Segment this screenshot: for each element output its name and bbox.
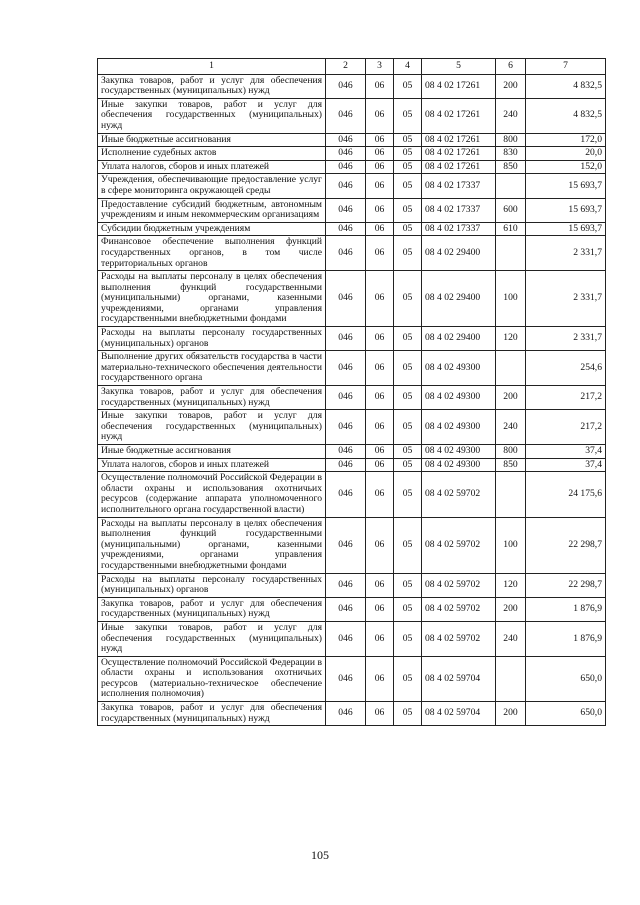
code-cell: 046	[326, 160, 366, 174]
amount-cell: 37,4	[526, 445, 606, 459]
description-cell: Предоставление субсидий бюджетным, автономным учреждениям и иным некоммерческим организациям	[98, 198, 326, 222]
description-cell: Финансовое обеспечение выполнения функций государственных органов, в том числе территориальных органов	[98, 236, 326, 271]
amount-cell: 1 876,9	[526, 621, 606, 656]
target-article-cell: 08 4 02 29400	[422, 236, 496, 271]
code-cell: 046	[326, 198, 366, 222]
subsection-cell: 05	[394, 222, 422, 236]
expense-type-cell: 240	[496, 410, 526, 445]
table-row	[98, 410, 606, 445]
description-cell: Иные бюджетные ассигнования	[98, 133, 326, 147]
section-cell: 06	[366, 271, 394, 327]
section-cell: 06	[366, 597, 394, 621]
expense-type-cell	[496, 174, 526, 198]
code-cell: 046	[326, 174, 366, 198]
amount-cell: 2 331,7	[526, 327, 606, 351]
section-cell: 06	[366, 621, 394, 656]
description-cell: Закупка товаров, работ и услуг для обеспечения государственных (муниципальных) нужд	[98, 74, 326, 98]
target-article-cell: 08 4 02 59702	[422, 573, 496, 597]
table-row	[98, 98, 606, 133]
header-cell: 5	[422, 59, 496, 75]
section-cell: 06	[366, 351, 394, 386]
section-cell: 06	[366, 236, 394, 271]
subsection-cell: 05	[394, 236, 422, 271]
subsection-cell: 05	[394, 702, 422, 726]
target-article-cell: 08 4 02 59704	[422, 702, 496, 726]
amount-cell: 152,0	[526, 160, 606, 174]
target-article-cell: 08 4 02 17261	[422, 147, 496, 161]
section-cell: 06	[366, 458, 394, 472]
description-cell: Закупка товаров, работ и услуг для обеспечения государственных (муниципальных) нужд	[98, 702, 326, 726]
header-cell: 3	[366, 59, 394, 75]
table-row	[98, 458, 606, 472]
subsection-cell: 05	[394, 147, 422, 161]
description-cell: Иные бюджетные ассигнования	[98, 445, 326, 459]
code-cell: 046	[326, 472, 366, 517]
amount-cell: 4 832,5	[526, 98, 606, 133]
header-cell: 1	[98, 59, 326, 75]
expense-type-cell: 120	[496, 573, 526, 597]
code-cell: 046	[326, 597, 366, 621]
code-cell: 046	[326, 573, 366, 597]
table-row	[98, 133, 606, 147]
subsection-cell: 05	[394, 160, 422, 174]
table-row	[98, 351, 606, 386]
table-row	[98, 198, 606, 222]
target-article-cell: 08 4 02 49300	[422, 458, 496, 472]
expense-type-cell: 240	[496, 98, 526, 133]
expense-type-cell: 850	[496, 160, 526, 174]
expense-type-cell: 610	[496, 222, 526, 236]
amount-cell: 20,0	[526, 147, 606, 161]
table-row	[98, 160, 606, 174]
description-cell: Уплата налогов, сборов и иных платежей	[98, 160, 326, 174]
description-cell: Закупка товаров, работ и услуг для обеспечения государственных (муниципальных) нужд	[98, 386, 326, 410]
subsection-cell: 05	[394, 174, 422, 198]
subsection-cell: 05	[394, 98, 422, 133]
code-cell: 046	[326, 445, 366, 459]
code-cell: 046	[326, 410, 366, 445]
section-cell: 06	[366, 147, 394, 161]
target-article-cell: 08 4 02 49300	[422, 351, 496, 386]
code-cell: 046	[326, 621, 366, 656]
table-row	[98, 236, 606, 271]
description-cell: Расходы на выплаты персоналу государственных (муниципальных) органов	[98, 327, 326, 351]
subsection-cell: 05	[394, 573, 422, 597]
table-row	[98, 271, 606, 327]
header-cell: 2	[326, 59, 366, 75]
description-cell: Уплата налогов, сборов и иных платежей	[98, 458, 326, 472]
target-article-cell: 08 4 02 49300	[422, 410, 496, 445]
description-cell: Расходы на выплаты персоналу государственных (муниципальных) органов	[98, 573, 326, 597]
table-row	[98, 597, 606, 621]
description-cell: Исполнение судебных актов	[98, 147, 326, 161]
table-row	[98, 573, 606, 597]
target-article-cell: 08 4 02 59702	[422, 517, 496, 573]
amount-cell: 217,2	[526, 410, 606, 445]
target-article-cell: 08 4 02 49300	[422, 386, 496, 410]
section-cell: 06	[366, 174, 394, 198]
expense-type-cell: 600	[496, 198, 526, 222]
amount-cell: 1 876,9	[526, 597, 606, 621]
section-cell: 06	[366, 222, 394, 236]
subsection-cell: 05	[394, 133, 422, 147]
expense-type-cell	[496, 472, 526, 517]
table-row	[98, 327, 606, 351]
subsection-cell: 05	[394, 74, 422, 98]
expense-type-cell: 100	[496, 517, 526, 573]
table-body	[98, 74, 606, 726]
table-row	[98, 386, 606, 410]
expense-type-cell: 200	[496, 74, 526, 98]
target-article-cell: 08 4 02 29400	[422, 271, 496, 327]
subsection-cell: 05	[394, 198, 422, 222]
description-cell: Иные закупки товаров, работ и услуг для обеспечения государственных (муниципальных) нужд	[98, 410, 326, 445]
expense-type-cell: 200	[496, 386, 526, 410]
code-cell: 046	[326, 133, 366, 147]
target-article-cell: 08 4 02 29400	[422, 327, 496, 351]
amount-cell: 2 331,7	[526, 236, 606, 271]
description-cell: Иные закупки товаров, работ и услуг для обеспечения государственных (муниципальных) нужд	[98, 621, 326, 656]
header-cell: 6	[496, 59, 526, 75]
amount-cell: 37,4	[526, 458, 606, 472]
code-cell: 046	[326, 517, 366, 573]
target-article-cell: 08 4 02 17337	[422, 222, 496, 236]
table-row	[98, 147, 606, 161]
header-cell: 7	[526, 59, 606, 75]
subsection-cell: 05	[394, 386, 422, 410]
budget-table	[97, 58, 606, 726]
target-article-cell: 08 4 02 17337	[422, 174, 496, 198]
code-cell: 046	[326, 147, 366, 161]
page-number: 105	[311, 848, 329, 862]
amount-cell: 15 693,7	[526, 174, 606, 198]
code-cell: 046	[326, 702, 366, 726]
target-article-cell: 08 4 02 49300	[422, 445, 496, 459]
code-cell: 046	[326, 656, 366, 701]
expense-type-cell: 100	[496, 271, 526, 327]
code-cell: 046	[326, 222, 366, 236]
subsection-cell: 05	[394, 410, 422, 445]
table-row	[98, 222, 606, 236]
section-cell: 06	[366, 133, 394, 147]
section-cell: 06	[366, 386, 394, 410]
code-cell: 046	[326, 327, 366, 351]
code-cell: 046	[326, 271, 366, 327]
section-cell: 06	[366, 98, 394, 133]
section-cell: 06	[366, 573, 394, 597]
expense-type-cell	[496, 656, 526, 701]
section-cell: 06	[366, 472, 394, 517]
description-cell: Выполнение других обязательств государства в части материально-технического обеспечения деятельности государственного органа	[98, 351, 326, 386]
section-cell: 06	[366, 702, 394, 726]
subsection-cell: 05	[394, 327, 422, 351]
subsection-cell: 05	[394, 472, 422, 517]
section-cell: 06	[366, 656, 394, 701]
code-cell: 046	[326, 458, 366, 472]
code-cell: 046	[326, 236, 366, 271]
expense-type-cell: 200	[496, 702, 526, 726]
table-row	[98, 702, 606, 726]
section-cell: 06	[366, 517, 394, 573]
description-cell: Расходы на выплаты персоналу в целях обеспечения выполнения функций государственными (муниципальными) органами, казенными учреждениями, органами управления государственными внебюджетными фондами	[98, 517, 326, 573]
target-article-cell: 08 4 02 59702	[422, 472, 496, 517]
section-cell: 06	[366, 198, 394, 222]
amount-cell: 172,0	[526, 133, 606, 147]
expense-type-cell: 240	[496, 621, 526, 656]
table-row	[98, 445, 606, 459]
subsection-cell: 05	[394, 445, 422, 459]
table-header-row	[98, 59, 606, 75]
code-cell: 046	[326, 98, 366, 133]
expense-type-cell: 850	[496, 458, 526, 472]
section-cell: 06	[366, 445, 394, 459]
section-cell: 06	[366, 160, 394, 174]
table-row	[98, 472, 606, 517]
expense-type-cell: 830	[496, 147, 526, 161]
amount-cell: 254,6	[526, 351, 606, 386]
expense-type-cell	[496, 351, 526, 386]
description-cell: Осуществление полномочий Российской Федерации в области охраны и использования охотничьих ресурсов (содержание аппарата уполномоченного исполнительного органа государственной власти)	[98, 472, 326, 517]
amount-cell: 22 298,7	[526, 573, 606, 597]
code-cell: 046	[326, 74, 366, 98]
amount-cell: 650,0	[526, 656, 606, 701]
amount-cell: 15 693,7	[526, 222, 606, 236]
description-cell: Иные закупки товаров, работ и услуг для обеспечения государственных (муниципальных) нужд	[98, 98, 326, 133]
table-row	[98, 74, 606, 98]
table-row	[98, 517, 606, 573]
table-row	[98, 174, 606, 198]
target-article-cell: 08 4 02 17261	[422, 74, 496, 98]
subsection-cell: 05	[394, 517, 422, 573]
section-cell: 06	[366, 410, 394, 445]
subsection-cell: 05	[394, 351, 422, 386]
subsection-cell: 05	[394, 458, 422, 472]
table-row	[98, 621, 606, 656]
description-cell: Закупка товаров, работ и услуг для обеспечения государственных (муниципальных) нужд	[98, 597, 326, 621]
expense-type-cell: 200	[496, 597, 526, 621]
expense-type-cell: 800	[496, 133, 526, 147]
subsection-cell: 05	[394, 271, 422, 327]
amount-cell: 22 298,7	[526, 517, 606, 573]
amount-cell: 2 331,7	[526, 271, 606, 327]
expense-type-cell	[496, 236, 526, 271]
target-article-cell: 08 4 02 17261	[422, 160, 496, 174]
target-article-cell: 08 4 02 59702	[422, 597, 496, 621]
target-article-cell: 08 4 02 17261	[422, 98, 496, 133]
description-cell: Субсидии бюджетным учреждениям	[98, 222, 326, 236]
code-cell: 046	[326, 351, 366, 386]
amount-cell: 650,0	[526, 702, 606, 726]
budget-table-container	[97, 58, 605, 726]
target-article-cell: 08 4 02 17261	[422, 133, 496, 147]
target-article-cell: 08 4 02 17337	[422, 198, 496, 222]
amount-cell: 24 175,6	[526, 472, 606, 517]
subsection-cell: 05	[394, 621, 422, 656]
code-cell: 046	[326, 386, 366, 410]
description-cell: Расходы на выплаты персоналу в целях обеспечения выполнения функций государственными (муниципальными) органами, казенными учреждениями, органами управления государственными внебюджетными фондами	[98, 271, 326, 327]
description-cell: Учреждения, обеспечивающие предоставление услуг в сфере мониторинга окружающей среды	[98, 174, 326, 198]
section-cell: 06	[366, 74, 394, 98]
table-row	[98, 656, 606, 701]
expense-type-cell: 800	[496, 445, 526, 459]
amount-cell: 4 832,5	[526, 74, 606, 98]
target-article-cell: 08 4 02 59704	[422, 656, 496, 701]
subsection-cell: 05	[394, 656, 422, 701]
subsection-cell: 05	[394, 597, 422, 621]
target-article-cell: 08 4 02 59702	[422, 621, 496, 656]
header-cell: 4	[394, 59, 422, 75]
expense-type-cell: 120	[496, 327, 526, 351]
section-cell: 06	[366, 327, 394, 351]
amount-cell: 217,2	[526, 386, 606, 410]
amount-cell: 15 693,7	[526, 198, 606, 222]
description-cell: Осуществление полномочий Российской Федерации в области охраны и использования охотничьих ресурсов (материально-техническое обеспечение исполнения полномочия)	[98, 656, 326, 701]
